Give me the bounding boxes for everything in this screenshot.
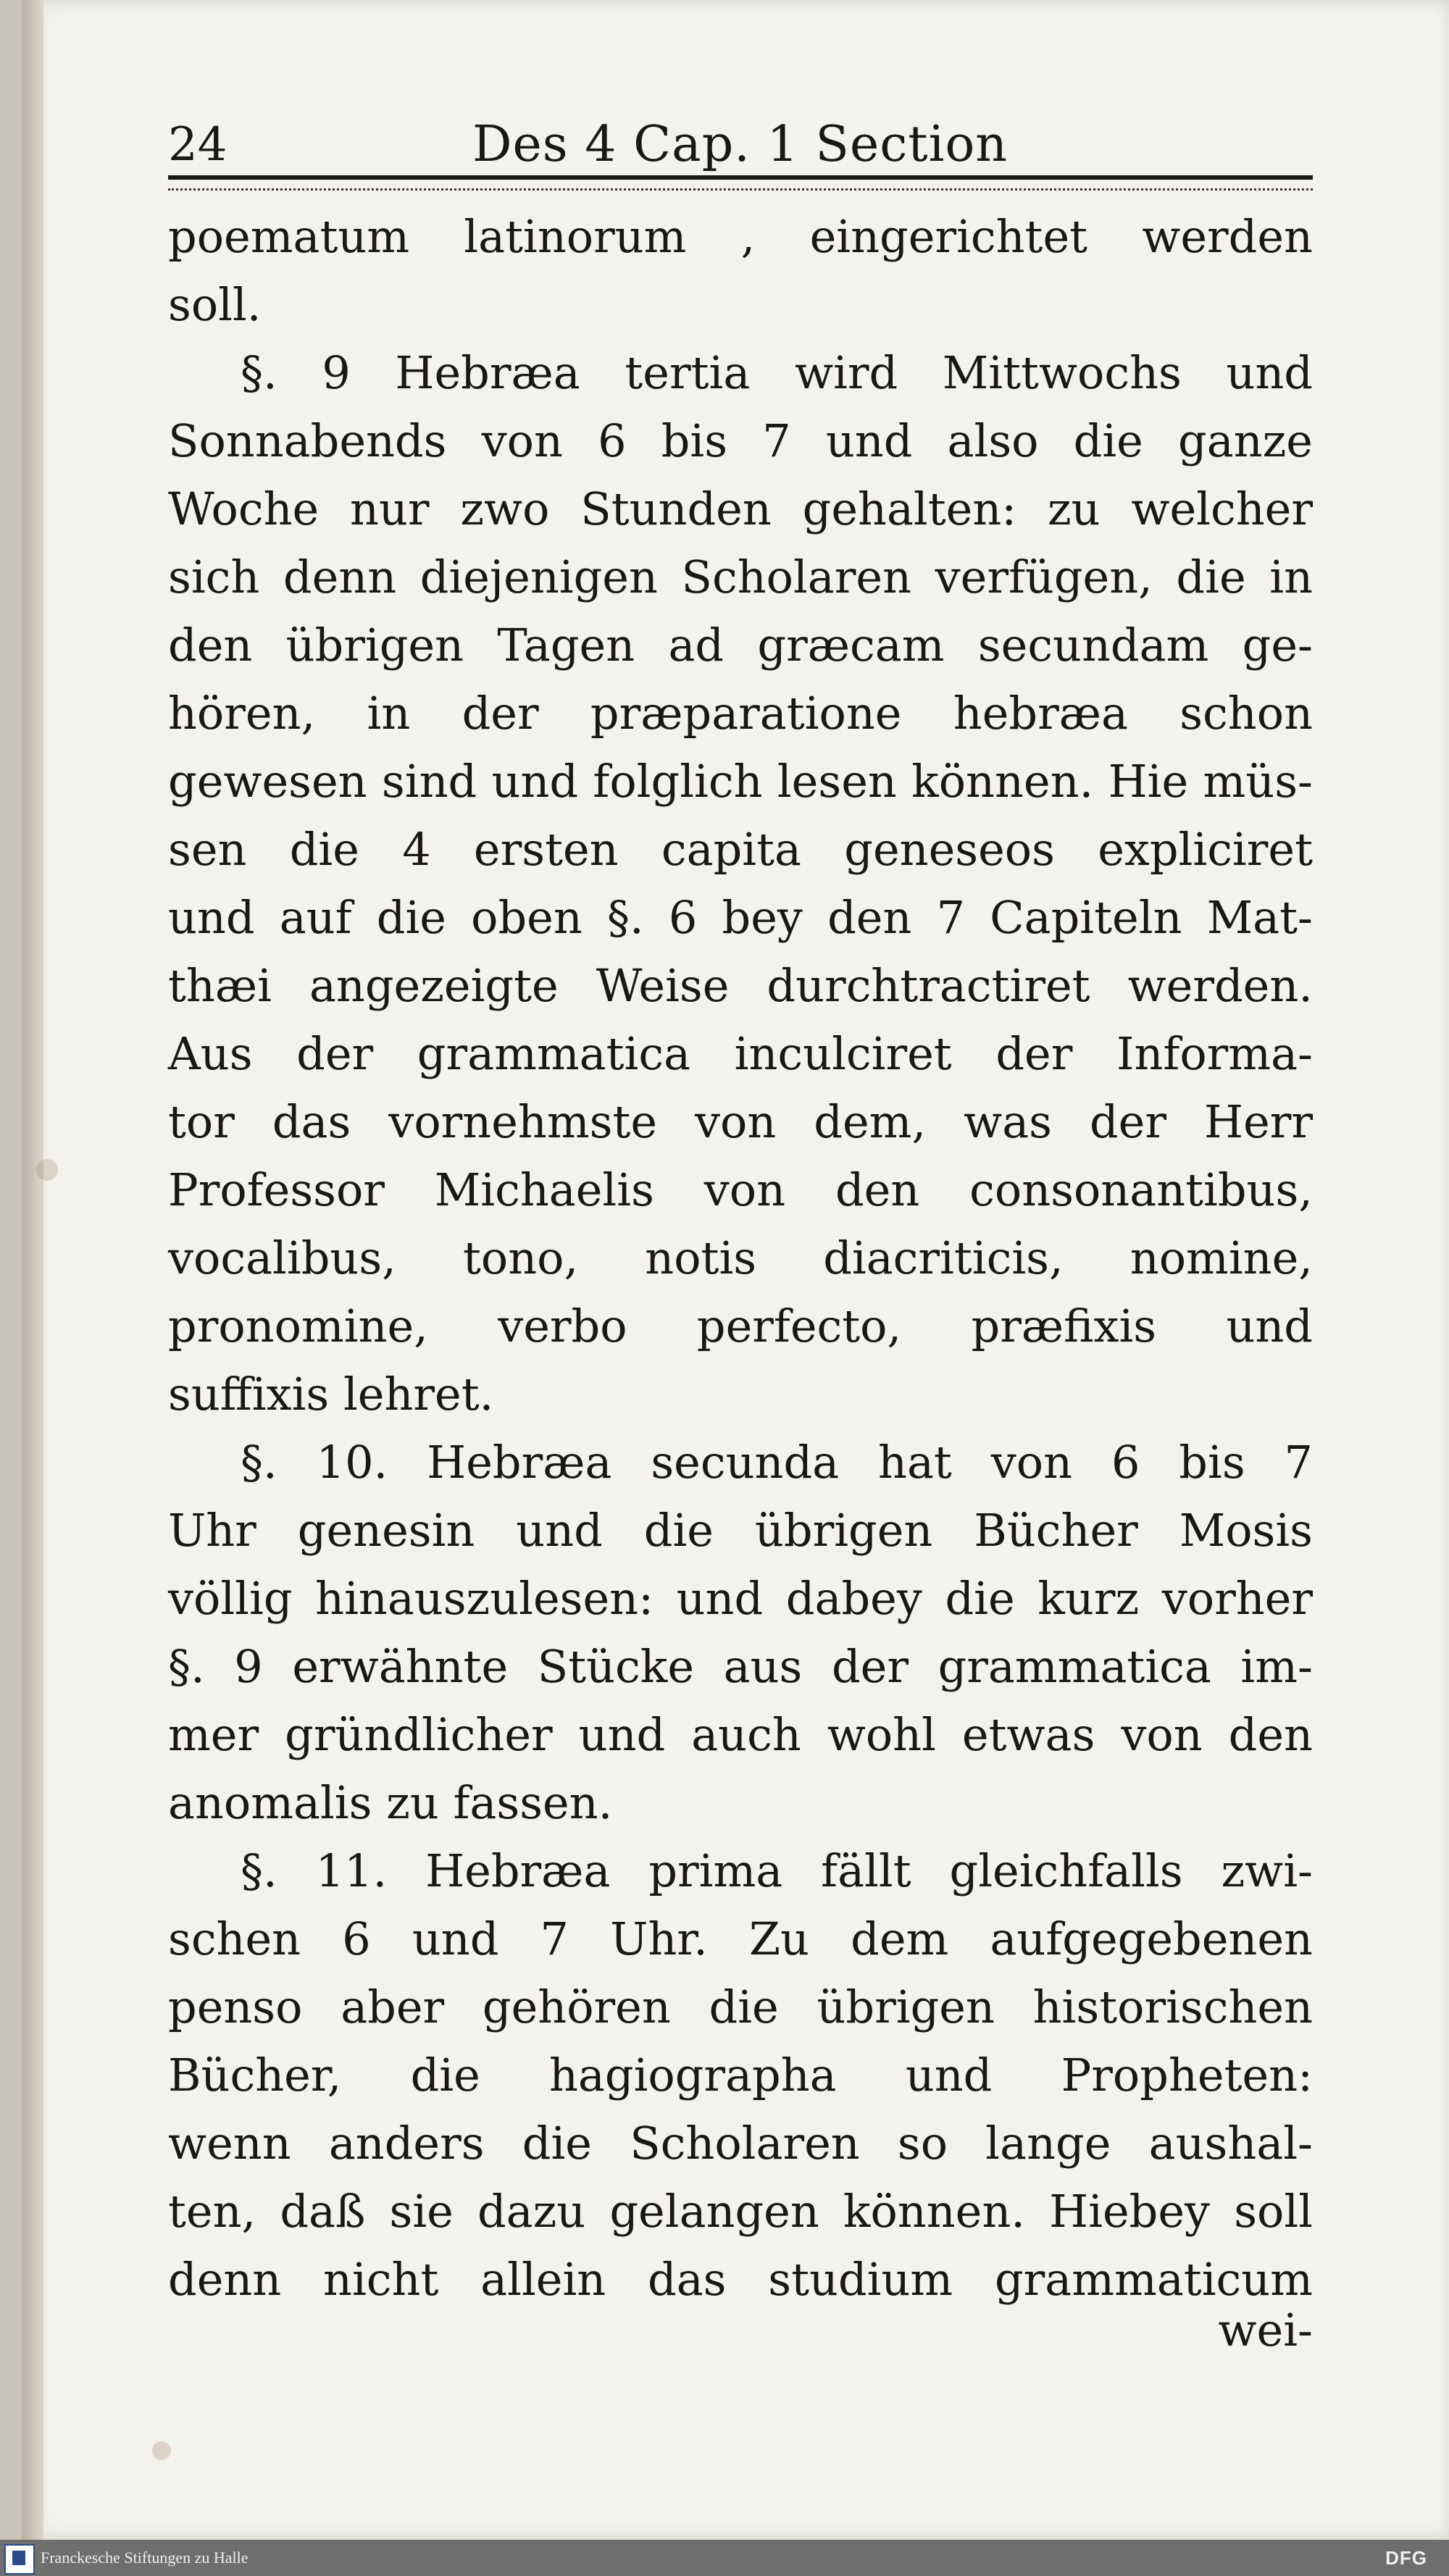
catchword: wei-: [1218, 2304, 1313, 2357]
text-line: denn nicht allein das studium grammaticum: [168, 2253, 1313, 2306]
text-line: völlig hinauszulesen: und dabey die kurz vorher: [168, 1572, 1313, 1625]
body-text: [168, 203, 1313, 2314]
text-line: wenn anders die Scholaren so lange aushal-: [168, 2117, 1313, 2170]
text-line: hören, in der præparatione hebræa schon: [168, 687, 1313, 740]
text-line: §. 9 Hebræa tertia wird Mittwochs und: [241, 346, 1313, 399]
text-line: soll.: [168, 278, 262, 331]
text-line: ten, daß sie dazu gelangen können. Hiebey soll: [168, 2185, 1313, 2238]
text-line: vocalibus, tono, notis diacriticis, nomine,: [168, 1231, 1313, 1284]
paper-stain: [36, 1159, 58, 1181]
text-line: Sonnabends von 6 bis 7 und also die ganze: [168, 414, 1313, 467]
paper-stain: [152, 2441, 171, 2460]
header-rule: [168, 175, 1313, 191]
text-line: §. 9 erwähnte Stücke aus der grammatica im-: [168, 1640, 1313, 1693]
text-line: Uhr genesin und die übrigen Bücher Mosis: [168, 1504, 1313, 1557]
page-number: 24: [168, 118, 227, 172]
text-line: thæi angezeigte Weise durchtractiret werden.: [168, 959, 1313, 1012]
text-line: pronomine, verbo perfecto, præfixis und: [168, 1300, 1313, 1352]
text-line: den übrigen Tagen ad græcam secundam ge-: [168, 619, 1313, 672]
text-line: tor das vornehmste von dem, was der Herr: [168, 1095, 1313, 1148]
text-line: gewesen sind und folglich lesen können. Hie müs-: [168, 755, 1313, 808]
text-line: sich denn diejenigen Scholaren verfügen, die in: [168, 551, 1313, 603]
footer-bar: [0, 2540, 1449, 2576]
institution-label: Franckesche Stiftungen zu Halle: [41, 2548, 249, 2567]
text-line: poematum latinorum , eingerichtet werden: [168, 210, 1313, 263]
text-line: sen die 4 ersten capita geneseos expliciret: [168, 823, 1313, 876]
text-line: und auf die oben §. 6 bey den 7 Capiteln Mat-: [168, 891, 1313, 944]
text-line: §. 11. Hebræa prima fällt gleichfalls zwi-: [241, 1844, 1313, 1897]
page-text-block: [168, 94, 1313, 2357]
text-line: §. 10. Hebræa secunda hat von 6 bis 7: [241, 1436, 1313, 1489]
running-head: Des 4 Cap. 1 Section: [472, 116, 1009, 173]
page-header: [168, 94, 1313, 173]
text-line: penso aber gehören die übrigen historischen: [168, 1981, 1313, 2033]
text-line: schen 6 und 7 Uhr. Zu dem aufgegebenen: [168, 1912, 1313, 1965]
text-line: Aus der grammatica inculciret der Informa-: [168, 1027, 1313, 1080]
dfg-badge: DFG: [1385, 2547, 1427, 2569]
text-line: Professor Michaelis von den consonantibus,: [168, 1163, 1313, 1216]
institution-logo-icon: [4, 2544, 35, 2575]
text-line: suffixis lehret.: [168, 1368, 494, 1421]
text-line: anomalis zu fassen.: [168, 1776, 613, 1829]
text-line: Woche nur zwo Stunden gehalten: zu welcher: [168, 482, 1313, 535]
text-line: Bücher, die hagiographa und Propheten:: [168, 2049, 1313, 2102]
text-line: mer gründlicher und auch wohl etwas von den: [168, 1708, 1313, 1761]
page-gutter: [22, 0, 43, 2540]
